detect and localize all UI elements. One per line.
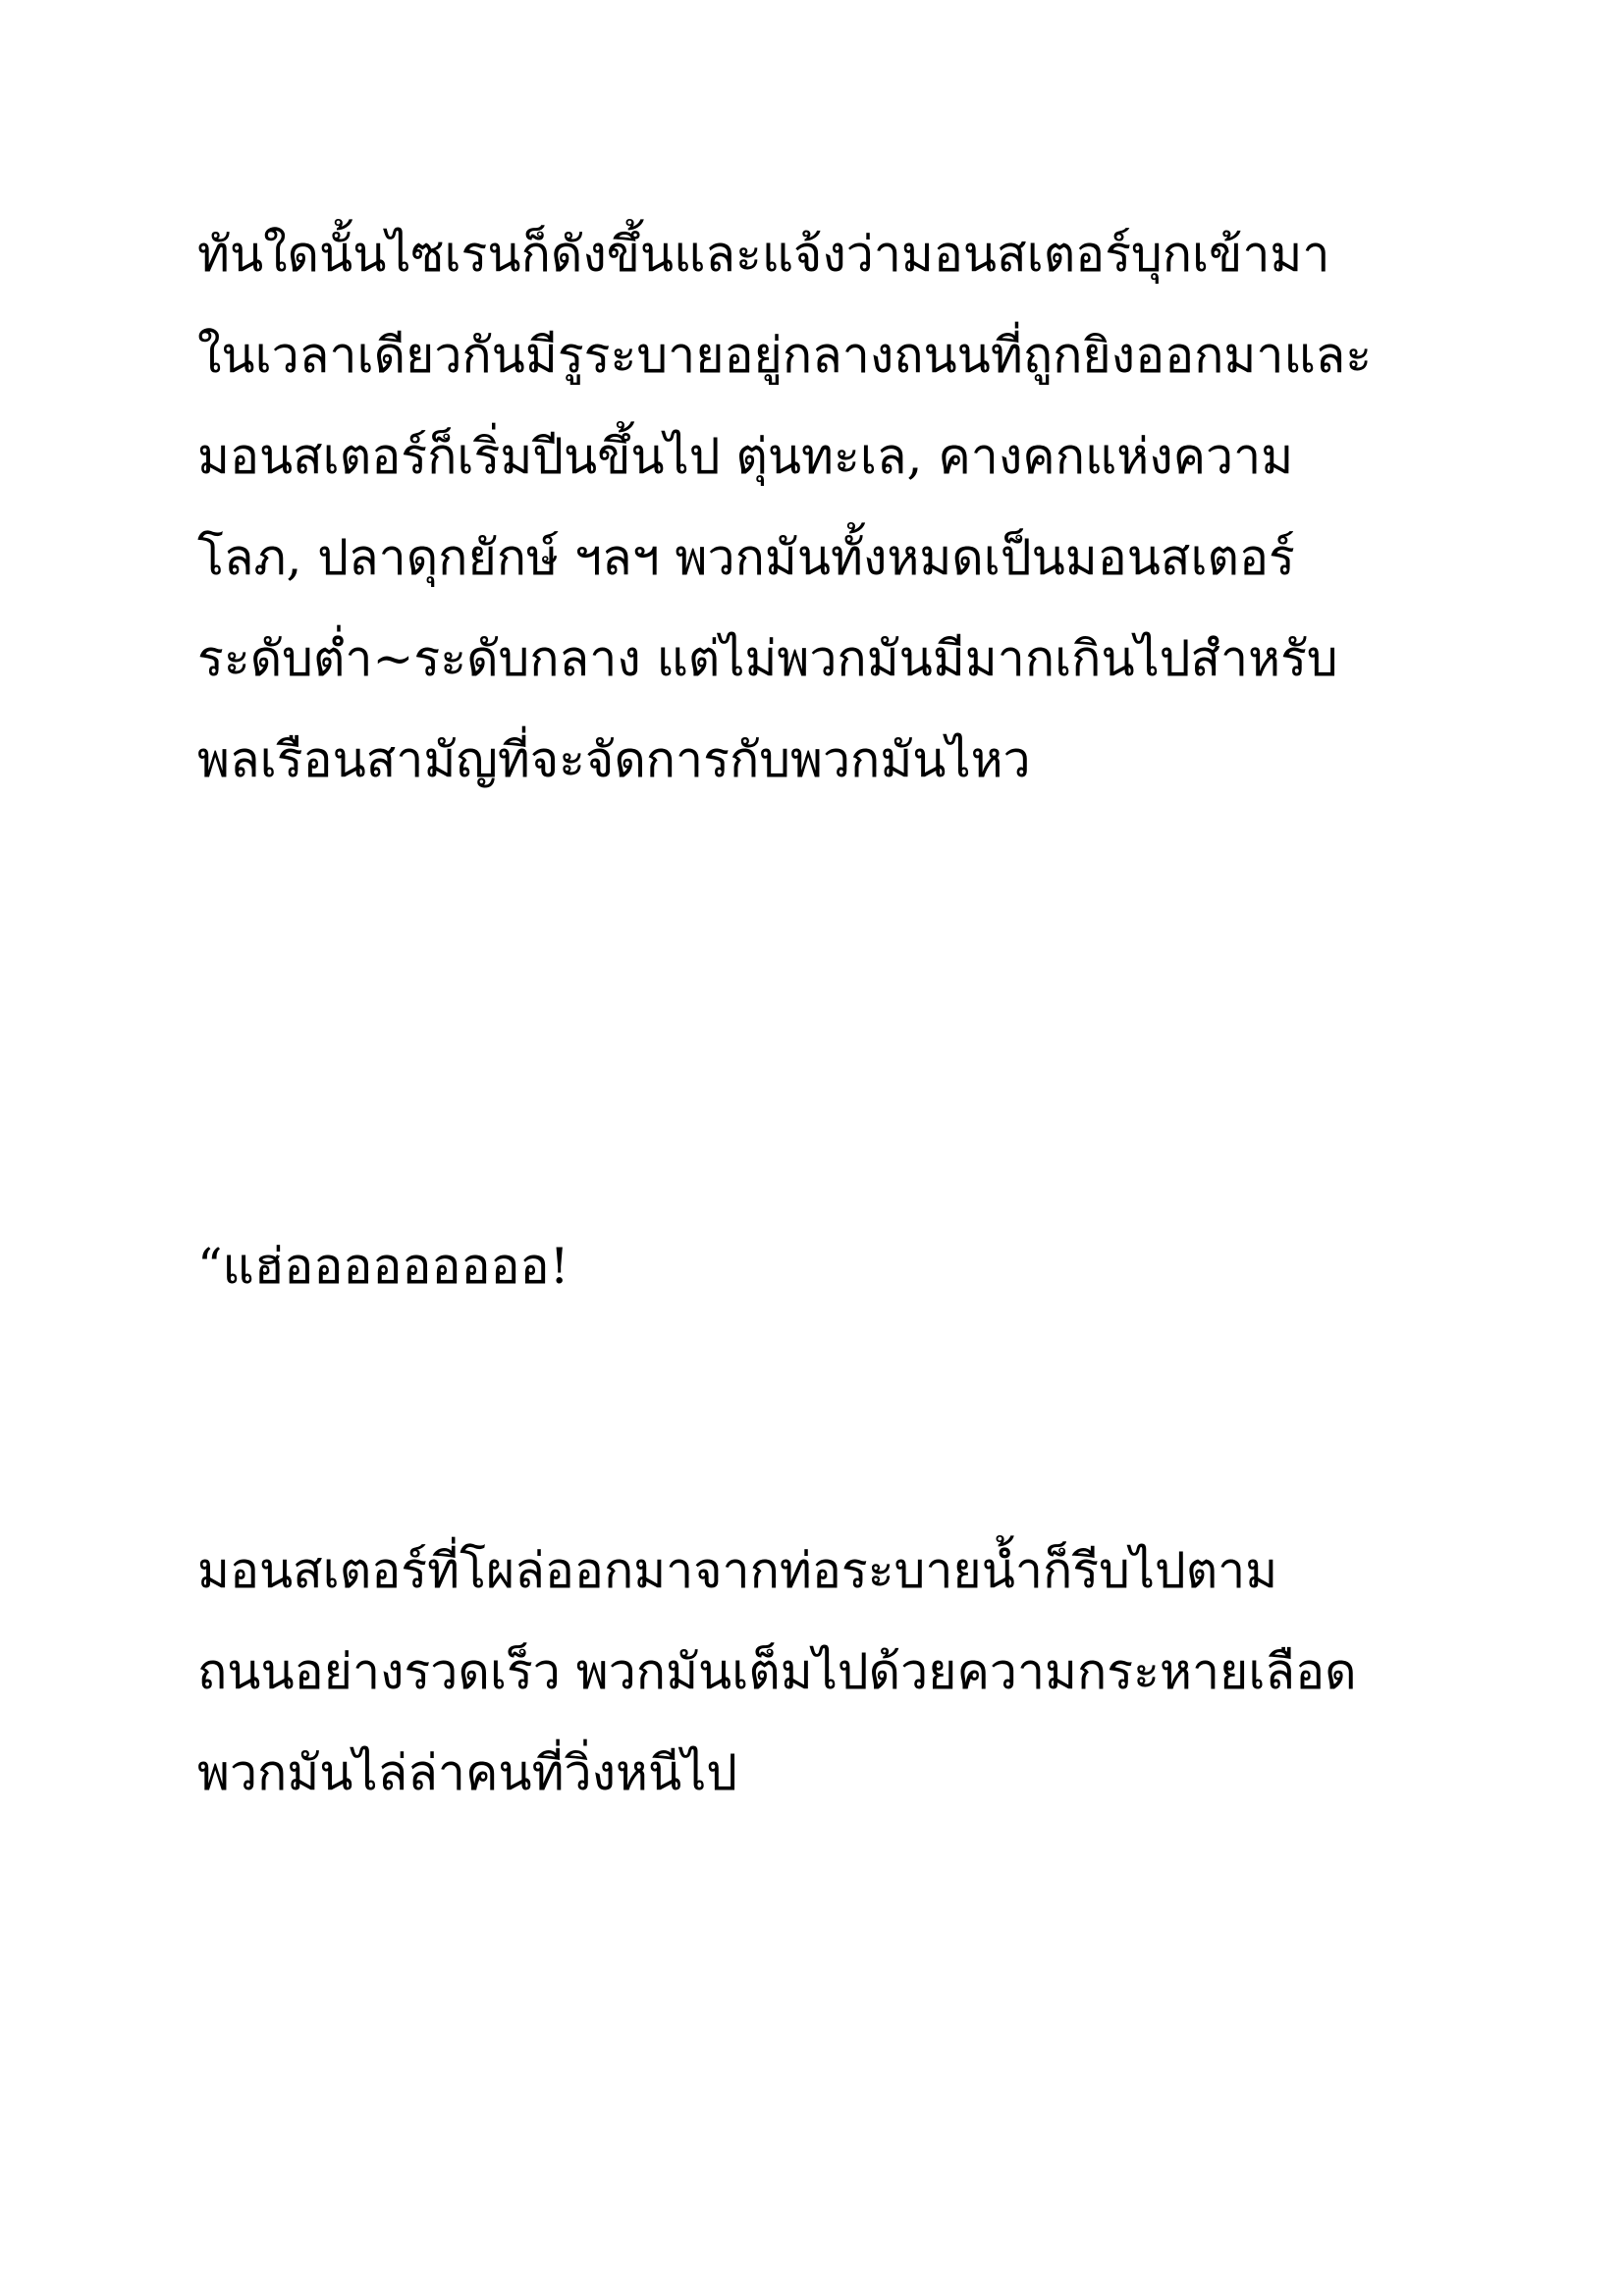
text-line: ระดับต่ำ~ระดับกลาง แต่ไม่พวกมันมีมากเกินไปสำหรับ: [197, 630, 1338, 687]
text-line: โลภ, ปลาดุกยักษ์ ฯลฯ พวกมันทั้งหมดเป็นมอนสเตอร์: [197, 529, 1295, 586]
dialogue-line: “แฮ่อออออออออ!: [197, 1238, 569, 1295]
text-line: ทันใดนั้นไซเรนก็ดังขึ้นและแจ้งว่ามอนสเตอร์บุกเข้ามา: [197, 226, 1330, 283]
text-line: ถนนอย่างรวดเร็ว พวกมันเต็มไปด้วยความกระหายเลือด: [197, 1643, 1357, 1700]
text-line: มอนสเตอร์ก็เริ่มปีนขึ้นไป ตุ่นทะเล, คางคกแห่งความ: [197, 428, 1294, 485]
text-line: ในเวลาเดียวกันมีรูระบายอยู่กลางถนนที่ถูกยิงออกมาและ: [197, 327, 1373, 384]
text-line: พวกมันไล่ล่าคนที่วิ่งหนีไป: [197, 1744, 738, 1801]
text-line: พลเรือนสามัญที่จะจัดการกับพวกมันไหว: [197, 731, 1031, 788]
text-line: มอนสเตอร์ที่โผล่ออกมาจากท่อระบายน้ำก็รีบไปตาม: [197, 1542, 1278, 1599]
